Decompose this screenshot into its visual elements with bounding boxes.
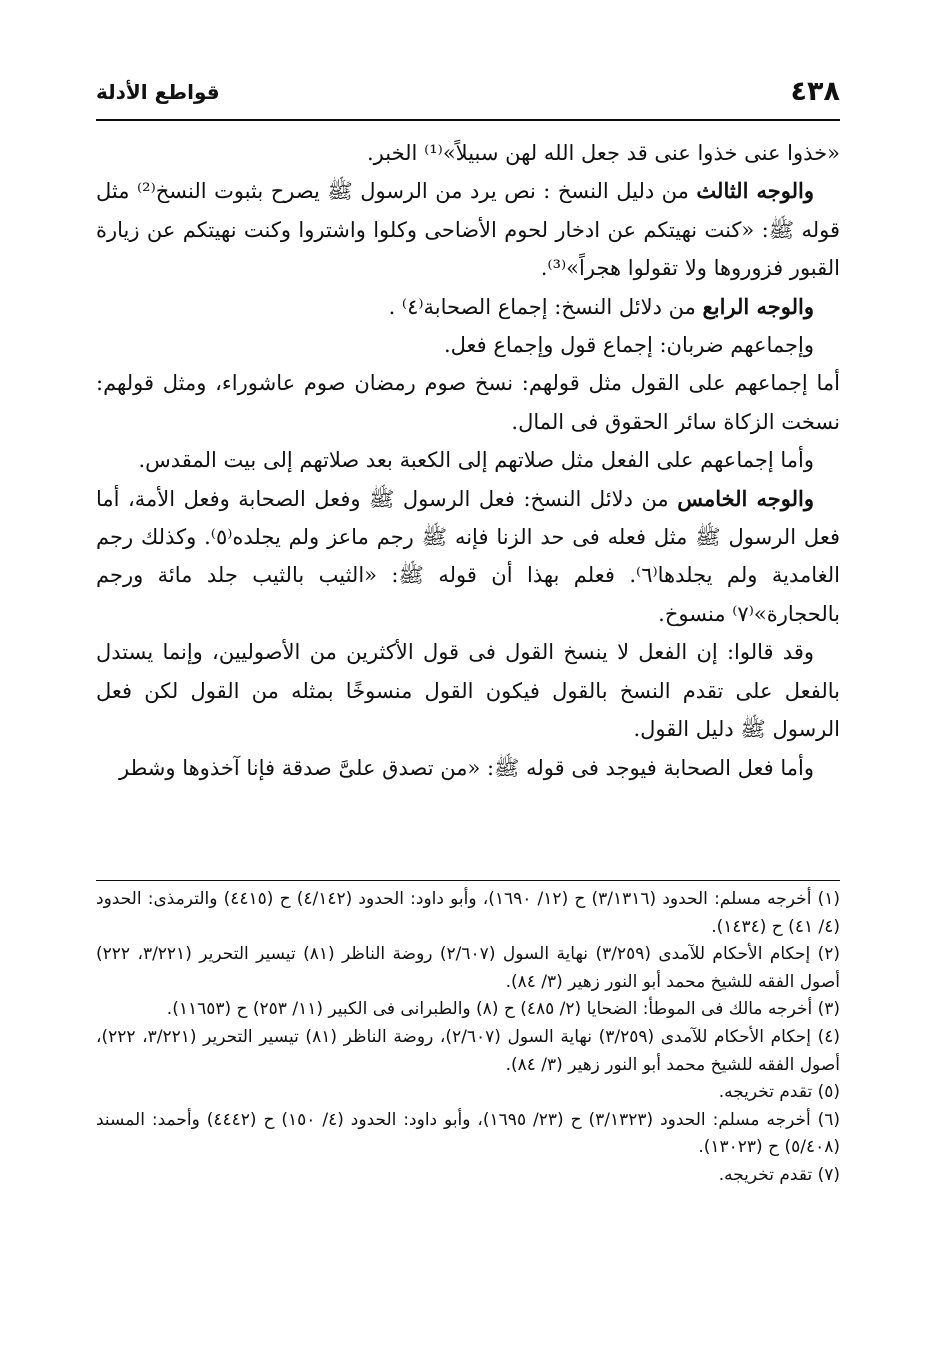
main-text: [96, 134, 840, 787]
paragraph: والوجه الخامس من دلائل النسخ: فعل الرسول ﷺ وفعل الصحابة وفعل الأمة، أما فعل الرسول ﷺ مثل فعله فى حد الزنا فإنه ﷺ رجم ماعز ولم يجلده⁽٥⁾. وكذلك رجم الغامدية ولم يجلدها⁽٦⁾. فعلم بهذا أن قوله ﷺ: «الثيب بالثيب جلد مائة ورجم بالحجارة»⁽٧⁾ منسوخ.: [96, 485, 841, 626]
paragraph: والوجه الرابع من دلائل النسخ: إجماع الصحابة⁽٤⁾ .: [388, 293, 814, 319]
footnote: (٣) أخرجه مالك فى الموطأ: الضحايا (٢/ ٤٨٥) ح (٨) والطبرانى فى الكبير (١١/ ٢٥٣) ح (١١٦٥٣).: [166, 999, 840, 1020]
footnotes: [96, 886, 840, 1190]
footnote-rule: [96, 880, 840, 881]
footnote: (٧) تقدم تخريجه.: [718, 1164, 840, 1185]
paragraph: وقد قالوا: إن الفعل لا ينسخ القول فى قول الأكثرين من الأصوليين، وإنما يستدل بالفعل على تقدم النسخ بالقول فيكون القول منسوخًا بمثله من القول لكن فعل الرسول ﷺ دليل القول.: [96, 640, 840, 742]
footnote: (٦) أخرجه مسلم: الحدود (٣/١٣٢٣) ح (٢٣/ ١٦٩٥)، وأبو داود: الحدود (٤/ ١٥٠) ح (٤٤٤٢) وأحمد: المسند (٥/٤٠٨) ح (١٣٠٢٣).: [96, 1109, 841, 1158]
paragraph: وأما إجماعهم على الفعل مثل صلاتهم إلى الكعبة بعد صلاتهم إلى بيت المقدس.: [138, 448, 814, 473]
footnote: (١) أخرجه مسلم: الحدود (٣/١٣١٦) ح (١٢/ ١٦٩٠)، وأبو داود: الحدود (٤/١٤٢) ح (٤٤١٥) والترمذى: الحدود (٤/ ٤١) ح (١٤٣٤).: [96, 889, 840, 937]
page-number: ٤٣٨: [790, 76, 840, 107]
paragraph: أما إجماعهم على القول مثل قولهم: نسخ صوم رمضان صوم عاشوراء، ومثل قولهم: نسخت الزكاة سائر الحقوق فى المال.: [96, 371, 840, 434]
page-header: [96, 68, 840, 118]
paragraph: وإجماعهم ضربان: إجماع قول وإجماع فعل.: [443, 333, 814, 358]
footnote: (٢) إحكام الأحكام للآمدى (٣/٢٥٩) نهاية السول (٢/٦٠٧) روضة الناظر (٨١) تيسير التحرير (٣/٢٢١، ٢٢٢) أصول الفقه للشيخ محمد أبو النور زهير (٣/ ٨٤).: [96, 944, 840, 992]
paragraph: والوجه الثالث من دليل النسخ : نص يرد من الرسول ﷺ يصرح بثبوت النسخ⁽²⁾ مثل قوله ﷺ: «كنت نهيتكم عن ادخار لحوم الأضاحى وكلوا واشتروا وكنت نهيتكم عن زيارة القبور فزوروها ولا تقولوا هجراً»⁽³⁾.: [96, 178, 840, 281]
footnote: (٥) تقدم تخريجه.: [718, 1082, 840, 1103]
paragraph: «خذوا عنى خذوا عنى قد جعل الله لهن سبيلاً»⁽¹⁾ الخبر.: [367, 141, 840, 165]
header-rule: [96, 119, 840, 121]
paragraph: وأما فعل الصحابة فيوجد فى قوله ﷺ: «من تصدق علىَّ صدقة فإنا آخذوها وشطر: [118, 755, 814, 780]
running-title: قواطع الأدلة: [96, 80, 220, 104]
footnote: (٤) إحكام الأحكام للآمدى (٣/٢٥٩) نهاية السول (٢/٦٠٧)، روضة الناظر (٨١) تيسير التحرير (٣/٢٢١، ٢٢٢)، أصول الفقه للشيخ محمد أبو النور زهير (٣/ ٨٤).: [96, 1026, 841, 1075]
